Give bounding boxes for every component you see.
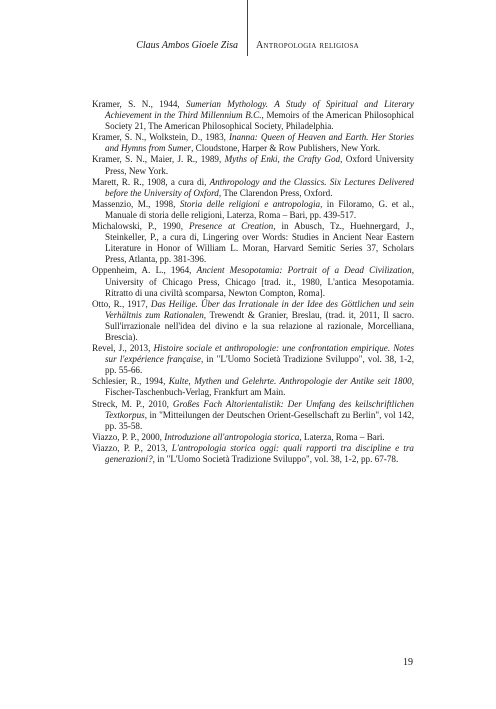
reference-entry: Streck, M. P., 2010, Großes Fach Altorientalistik: Der Umfang des keilschriftlichen Textkorpus, in "Mitteilungen der Deutschen Orient-Gesellschaft zu Berlin", vol 142, pp. 35-58.	[92, 398, 414, 431]
reference-entry: Massenzio, M., 1998, Storia delle religioni e antropologia, in Filoramo, G. et al., Manuale di storia delle religioni, Laterza, Roma – Bari, pp. 439-517.	[92, 198, 414, 220]
header-section-title: Antropologia religiosa	[256, 40, 360, 51]
page-header	[0, 0, 496, 60]
header-divider	[247, 0, 248, 56]
header-author: Claus Ambos Gioele Zisa	[136, 40, 238, 51]
page-number: 19	[403, 657, 413, 668]
reference-entry: Kramer, S. N., Maier, J. R., 1989, Myths of Enki, the Crafty God, Oxford University Press, New York.	[92, 154, 414, 176]
reference-entry: Marett, R. R., 1908, a cura di, Anthropology and the Classics. Six Lectures Delivered before the University of Oxford, The Clarendon Press, Oxford.	[92, 176, 414, 198]
reference-entry: Michalowski, P., 1990, Presence at Creation, in Abusch, Tz., Huehnergard, J., Steinkeller, P., a cura di, Lingering over Words: Studies in Ancient Near Eastern Literature in Honor of William L. Moran, Harvard Semitic Series 37, Scholars Press, Atlanta, pp. 381-396.	[92, 221, 415, 265]
reference-entry: Viazzo, P. P., 2013, L'antropologia storica oggi: quali rapporti tra discipline e tra generazioni?, in "L'Uomo Società Tradizione Sviluppo", vol. 38, 1-2, pp. 67-78.	[92, 442, 414, 464]
reference-entry: Revel, J., 2013, Histoire sociale et anthropologie: une confrontation empirique. Notes sur l'expérience française, in "L'Uomo Società Tradizione Sviluppo", vol. 38, 1-2, pp. 55-66.	[92, 343, 414, 376]
reference-entry: Kramer, S. N., 1944, Sumerian Mythology. A Study of Spiritual and Literary Achievement in the Third Millennium B.C., Memoirs of the American Philosophical Society 21, The American Philosophical Society, Philadelphia.	[92, 99, 414, 132]
reference-entry: Kramer, S. N., Wolkstein, D., 1983, Inanna: Queen of Heaven and Earth. Her Stories and Hymns from Sumer, Cloudstone, Harper & Row Publishers, New York.	[92, 132, 414, 154]
reference-entry: Oppenheim, A. L., 1964, Ancient Mesopotamia: Portrait of a Dead Civilization, University of Chicago Press, Chicago [trad. it., 1980, L'antica Mesopotamia. Ritratto di una civiltà scomparsa, Newton Compton, Roma].	[92, 265, 414, 298]
reference-entry: Schlesier, R., 1994, Kulte, Mythen und Gelehrte. Anthropologie der Antike seit 1800, Fischer-Taschenbuch-Verlag, Frankfurt am Main.	[92, 376, 414, 398]
reference-list	[92, 99, 414, 465]
reference-entry: Otto, R., 1917, Das Heilige. Über das Irrationale in der Idee des Göttlichen und sein Verhältnis zum Rationalen, Trewendt & Granier, Breslau, (trad. it, 2011, Il sacro. Sull'irrazionale nell'idea del divino e la sua relazione al razionale, Morcelliana, Brescia).	[92, 298, 414, 342]
reference-entry: Viazzo, P. P., 2000, Introduzione all'antropologia storica, Laterza, Roma – Bari.	[92, 431, 385, 442]
